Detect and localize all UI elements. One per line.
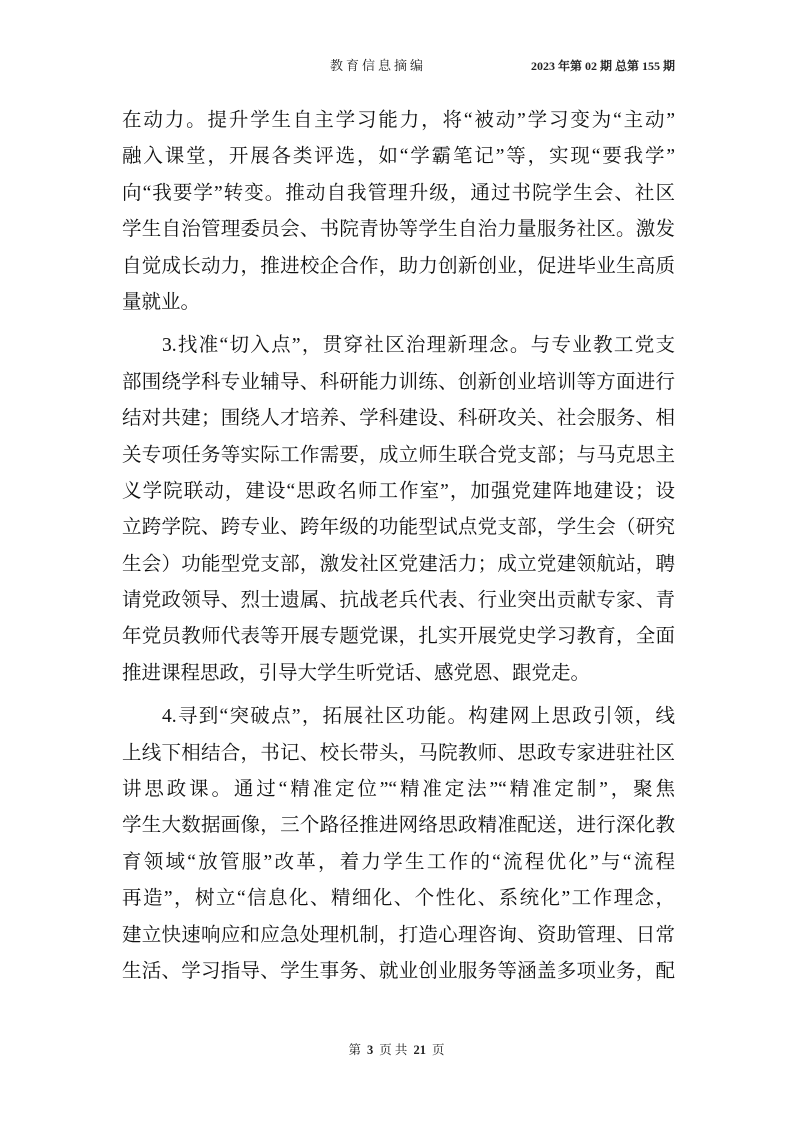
text-line: 建立快速响应和应急处理机制，打造心理咨询、资助管理、日常: [122, 924, 675, 946]
text-line: 育领域“放管服”改革，着力学生工作的“流程优化”与“流程: [122, 851, 675, 873]
text-line: 部围绕学科专业辅导、科研能力训练、创新创业培训等方面进行: [122, 371, 675, 393]
paragraph: [122, 699, 675, 990]
footer-prefix: 第: [348, 1043, 362, 1057]
page-footer: [0, 1041, 793, 1059]
page-number: 3: [367, 1043, 374, 1057]
text-line: 3.找准“切入点”，贯穿社区治理新理念。与专业教工党支: [162, 335, 675, 357]
text-line: 上线下相结合，书记、校长带头，马院教师、思政专家进驻社区: [122, 742, 675, 764]
text-line: 推进课程思政，引导大学生听党话、感党恩、跟党走。: [122, 662, 591, 684]
text-line: 学生自治管理委员会、书院青协等学生自治力量服务社区。激发: [122, 219, 675, 241]
text-line: 学生大数据画像，三个路径推进网络思政精准配送，进行深化教: [122, 815, 675, 837]
paragraph: [122, 103, 675, 321]
text-line: 讲思政课。通过“精准定位”“精准定法”“精准定制”，聚焦: [122, 779, 675, 801]
paragraph: [122, 328, 675, 692]
text-line: 义学院联动，建设“思政名师工作室”，加强党建阵地建设；设: [122, 480, 675, 502]
text-line: 向“我要学”转变。推动自我管理升级，通过书院学生会、社区: [122, 182, 675, 204]
text-line: 生会）功能型党支部，激发社区党建活力；成立党建领航站，聘: [122, 553, 675, 575]
body-text: [122, 103, 675, 990]
footer-middle: 页 共: [379, 1043, 408, 1057]
text-line: 立跨学院、跨专业、跨年级的功能型试点党支部，学生会（研究: [122, 517, 675, 539]
header-issue: 2023 年第 02 期 总第 155 期: [530, 59, 675, 73]
text-line: 关专项任务等实际工作需要，成立师生联合党支部；与马克思主: [122, 444, 675, 466]
footer-suffix: 页: [431, 1043, 445, 1057]
header-title: 教育信息摘编: [330, 58, 427, 73]
page-total: 21: [413, 1043, 426, 1057]
text-line: 4.寻到“突破点”，拓展社区功能。构建网上思政引领，线: [162, 706, 675, 728]
text-line: 生活、学习指导、学生事务、就业创业服务等涵盖多项业务，配: [122, 960, 675, 982]
text-line: 再造”，树立“信息化、精细化、个性化、系统化”工作理念，: [122, 888, 675, 910]
text-line: 量就业。: [122, 291, 201, 313]
text-line: 在动力。提升学生自主学习能力，将“被动”学习变为“主动”: [122, 110, 675, 131]
text-line: 请党政领导、烈士遗属、抗战老兵代表、行业突出贡献专家、青: [122, 590, 675, 612]
text-line: 自觉成长动力，推进校企合作，助力创新创业，促进毕业生高质: [122, 255, 675, 277]
text-line: 年党员教师代表等开展专题党课，扎实开展党史学习教育，全面: [122, 626, 675, 648]
text-line: 融入课堂，开展各类评选，如“学霸笔记”等，实现“要我学”: [122, 146, 675, 168]
text-line: 结对共建；围绕人才培养、学科建设、科研攻关、社会服务、相: [122, 408, 675, 430]
